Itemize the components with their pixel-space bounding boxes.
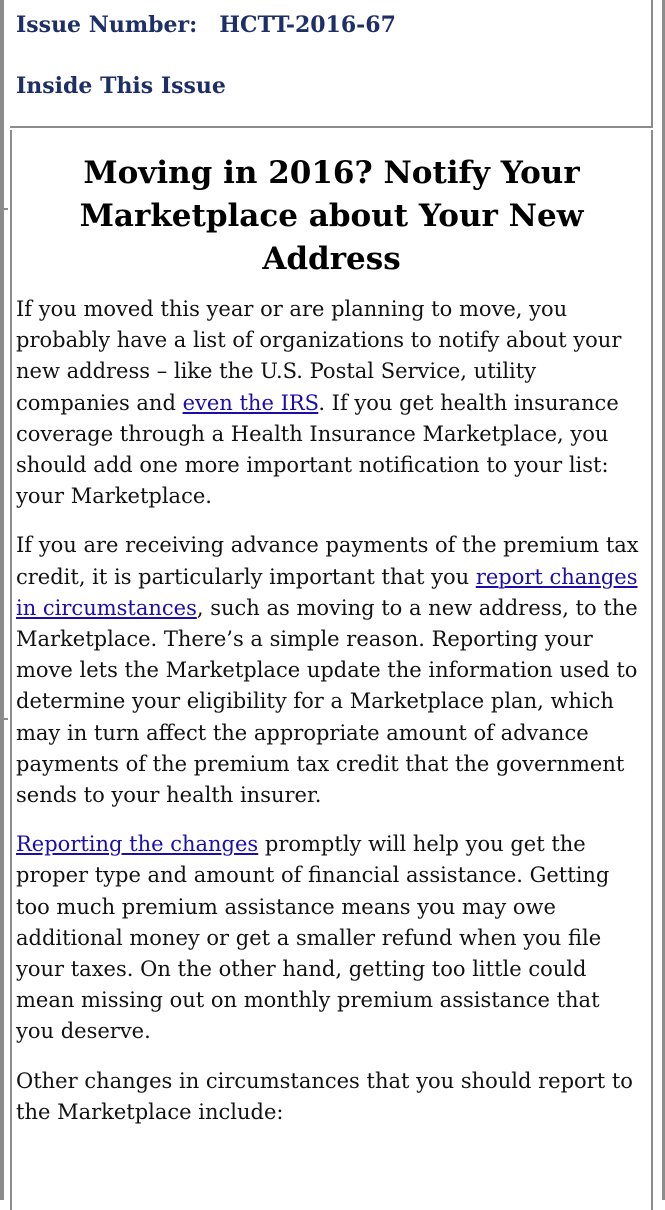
left-border-rule: [0, 0, 4, 1200]
issue-number-value: HCTT-2016-67: [219, 12, 396, 38]
article-paragraph-1: [12, 294, 651, 512]
paragraph-text: . If you get health insurance coverage through a Health Insurance Marketplace, you should add one more important notification to your list: your Marketplace.: [16, 390, 619, 509]
paragraph-text: If you are receiving advance payments of the premium tax credit, it is particularly important that you: [16, 533, 639, 589]
left-border-tick: [0, 208, 8, 210]
inside-this-issue-heading: Inside This Issue: [16, 73, 226, 99]
issue-number-line: [16, 12, 396, 38]
paragraph-text: , such as moving to a new address, to the Marketplace. There’s a simple reason. Reporting your move lets the Marketplace update the information used to determine your eligibility for a Marketplace plan, which may in turn affect the appropriate amount of advance payments of the premium tax credit that the government sends to your health insurer.: [16, 595, 638, 808]
issue-number-label: Issue Number:: [16, 12, 198, 38]
even-the-irs-link[interactable]: even the IRS: [182, 390, 319, 415]
paragraph-text: promptly will help you get the proper type and amount of financial assistance. Getting too much premium assistance means you may owe additional money or get a smaller refund when you file your taxes. On the other hand, getting too little could mean missing out on monthly premium assistance that you deserve.: [16, 832, 610, 1044]
article-paragraph-4: [12, 1066, 651, 1128]
article-paragraph-2: [12, 530, 651, 811]
article-title: Moving in 2016? Notify Your Marketplace about Your New Address: [79, 155, 584, 277]
article-paragraph-3: [12, 829, 651, 1047]
paragraph-text: Other changes in circumstances that you should report to the Marketplace include:: [16, 1068, 633, 1124]
left-border-tick: [0, 718, 8, 720]
issue-header: [10, 0, 653, 128]
reporting-the-changes-link[interactable]: Reporting the changes: [16, 832, 259, 857]
article-container: [10, 130, 653, 1210]
paragraph-text: If you moved this year or are planning to move, you probably have a list of organizations to notify about your new address – like the U.S. Postal Service, utility companies and: [16, 297, 622, 415]
report-changes-link[interactable]: report changes in circumstances: [16, 564, 638, 620]
